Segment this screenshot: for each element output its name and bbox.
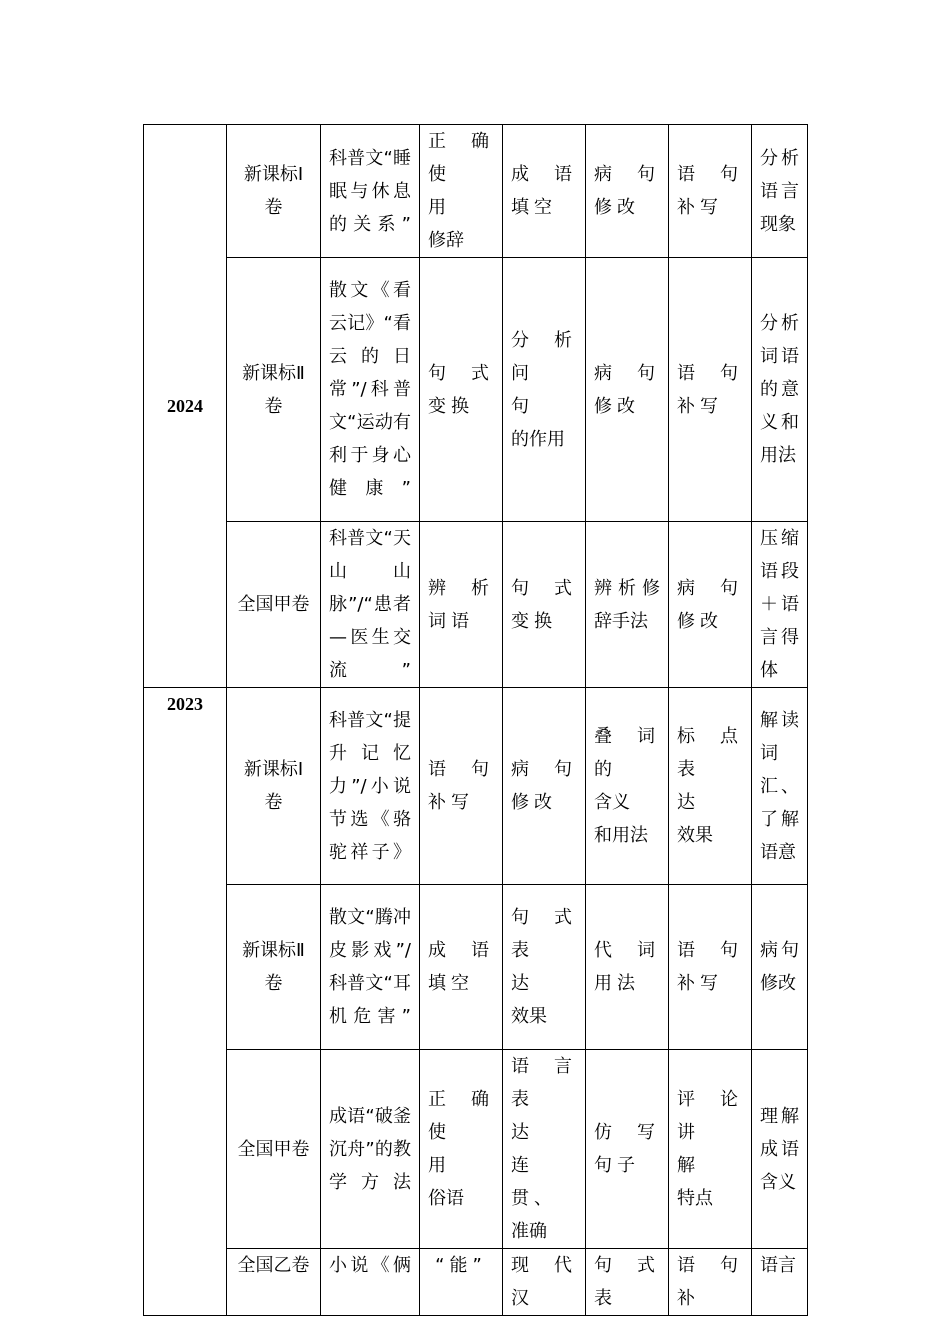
question-cell: 分析语言现象 — [752, 125, 808, 258]
cell-line: 叠词的 — [594, 726, 660, 780]
cell-line: 效果 — [511, 1006, 547, 1027]
cell-line: 语言表 — [511, 1056, 577, 1110]
question-cell: 病句修改 — [586, 258, 669, 522]
cell-line: 用 — [428, 1155, 446, 1176]
question-cell — [503, 885, 586, 1050]
question-cell: 代词用法 — [586, 885, 669, 1050]
cell-line: 和用法 — [594, 825, 648, 846]
question-cell: 病句修改 — [752, 885, 808, 1050]
cell-line: 修辞 — [428, 230, 464, 251]
table-row — [144, 522, 808, 688]
question-cell: 病句修改 — [586, 125, 669, 258]
question-cell: 语句补写 — [669, 125, 752, 258]
question-cell — [586, 688, 669, 885]
question-cell: 语言 — [752, 1249, 808, 1316]
question-cell — [420, 125, 503, 258]
question-cell: 辨析词语 — [420, 522, 503, 688]
paper-cell: 全国甲卷 — [227, 522, 321, 688]
question-cell: 解读词汇、了解语意 — [752, 688, 808, 885]
material-cell: 散文《看云记》“看云的日常”/科普文“运动有利于身心健康” — [321, 258, 420, 522]
cell-line: 达 — [511, 1122, 529, 1143]
cell-line: 俗语 — [428, 1188, 464, 1209]
cell-line: 句式表 — [511, 907, 577, 961]
question-cell: 病句修改 — [503, 688, 586, 885]
question-cell: 现代汉 — [503, 1249, 586, 1316]
cell-line: 的作用 — [511, 428, 565, 450]
cell-line: 解 — [677, 1155, 695, 1176]
question-cell: 语句补写 — [669, 885, 752, 1050]
material-cell: 科普文“提升记忆力”/小说节选《骆驼祥子》 — [321, 688, 420, 885]
exam-analysis-table — [143, 124, 808, 1316]
question-cell: 压缩语段＋语言得体 — [752, 522, 808, 688]
question-cell: 语句补写 — [669, 258, 752, 522]
cell-line: 评论讲 — [677, 1089, 743, 1143]
question-cell: “能” — [420, 1249, 503, 1316]
cell-line: 含义 — [594, 792, 630, 813]
cell-line: 正确使 — [428, 131, 494, 185]
material-cell: 科普文“睡眠与休息的关系” — [321, 125, 420, 258]
material-cell: 成语“破釜沉舟”的教学方法 — [321, 1050, 420, 1249]
question-cell: 分析词语的意义和用法 — [752, 258, 808, 522]
cell-line: 用 — [428, 197, 446, 218]
table-row — [144, 1050, 808, 1249]
question-cell: 理解成语含义 — [752, 1050, 808, 1249]
material-cell: 科普文“天山山脉”/“患者—医生交流” — [321, 522, 420, 688]
table-row — [144, 688, 808, 885]
paper-cell: 全国甲卷 — [227, 1050, 321, 1249]
paper-cell: 新课标Ⅰ卷 — [227, 688, 321, 885]
question-cell: 成语填空 — [503, 125, 586, 258]
question-cell: 辨析修辞手法 — [586, 522, 669, 688]
table-row — [144, 258, 808, 522]
paper-cell: 新课标Ⅰ卷 — [227, 125, 321, 258]
question-cell — [420, 1050, 503, 1249]
cell-line: 效果 — [677, 825, 713, 846]
paper-cell: 全国乙卷 — [227, 1249, 321, 1316]
table-row — [144, 885, 808, 1050]
paper-cell: 新课标Ⅱ卷 — [227, 885, 321, 1050]
cell-line: 正确使 — [428, 1089, 494, 1143]
cell-line: 分析问 — [511, 329, 577, 384]
cell-line: 达 — [677, 792, 695, 813]
material-cell: 小说《俩 — [321, 1249, 420, 1316]
question-cell — [503, 1050, 586, 1249]
cell-line: 句 — [511, 395, 529, 417]
question-cell: 成语填空 — [420, 885, 503, 1050]
question-cell — [669, 688, 752, 885]
cell-line: 标点表 — [677, 726, 743, 780]
question-cell: 病句修改 — [669, 522, 752, 688]
cell-line: 连贯、 — [511, 1155, 557, 1209]
year-cell: 2023 — [144, 688, 227, 1316]
question-cell: 句式变换 — [420, 258, 503, 522]
table-row — [144, 125, 808, 258]
question-cell: 句式变换 — [503, 522, 586, 688]
question-cell — [669, 1050, 752, 1249]
cell-line: 准确 — [511, 1221, 547, 1242]
cell-line: 特点 — [677, 1188, 713, 1209]
question-cell: 仿写句子 — [586, 1050, 669, 1249]
question-cell — [503, 258, 586, 522]
question-cell: 语句补 — [669, 1249, 752, 1316]
material-cell: 散文“腾冲皮影戏”/科普文“耳机危害” — [321, 885, 420, 1050]
cell-line: 达 — [511, 973, 529, 994]
table-row — [144, 1249, 808, 1316]
question-cell: 句式表 — [586, 1249, 669, 1316]
question-cell: 语句补写 — [420, 688, 503, 885]
year-cell: 2024 — [144, 125, 227, 688]
paper-cell: 新课标Ⅱ卷 — [227, 258, 321, 522]
